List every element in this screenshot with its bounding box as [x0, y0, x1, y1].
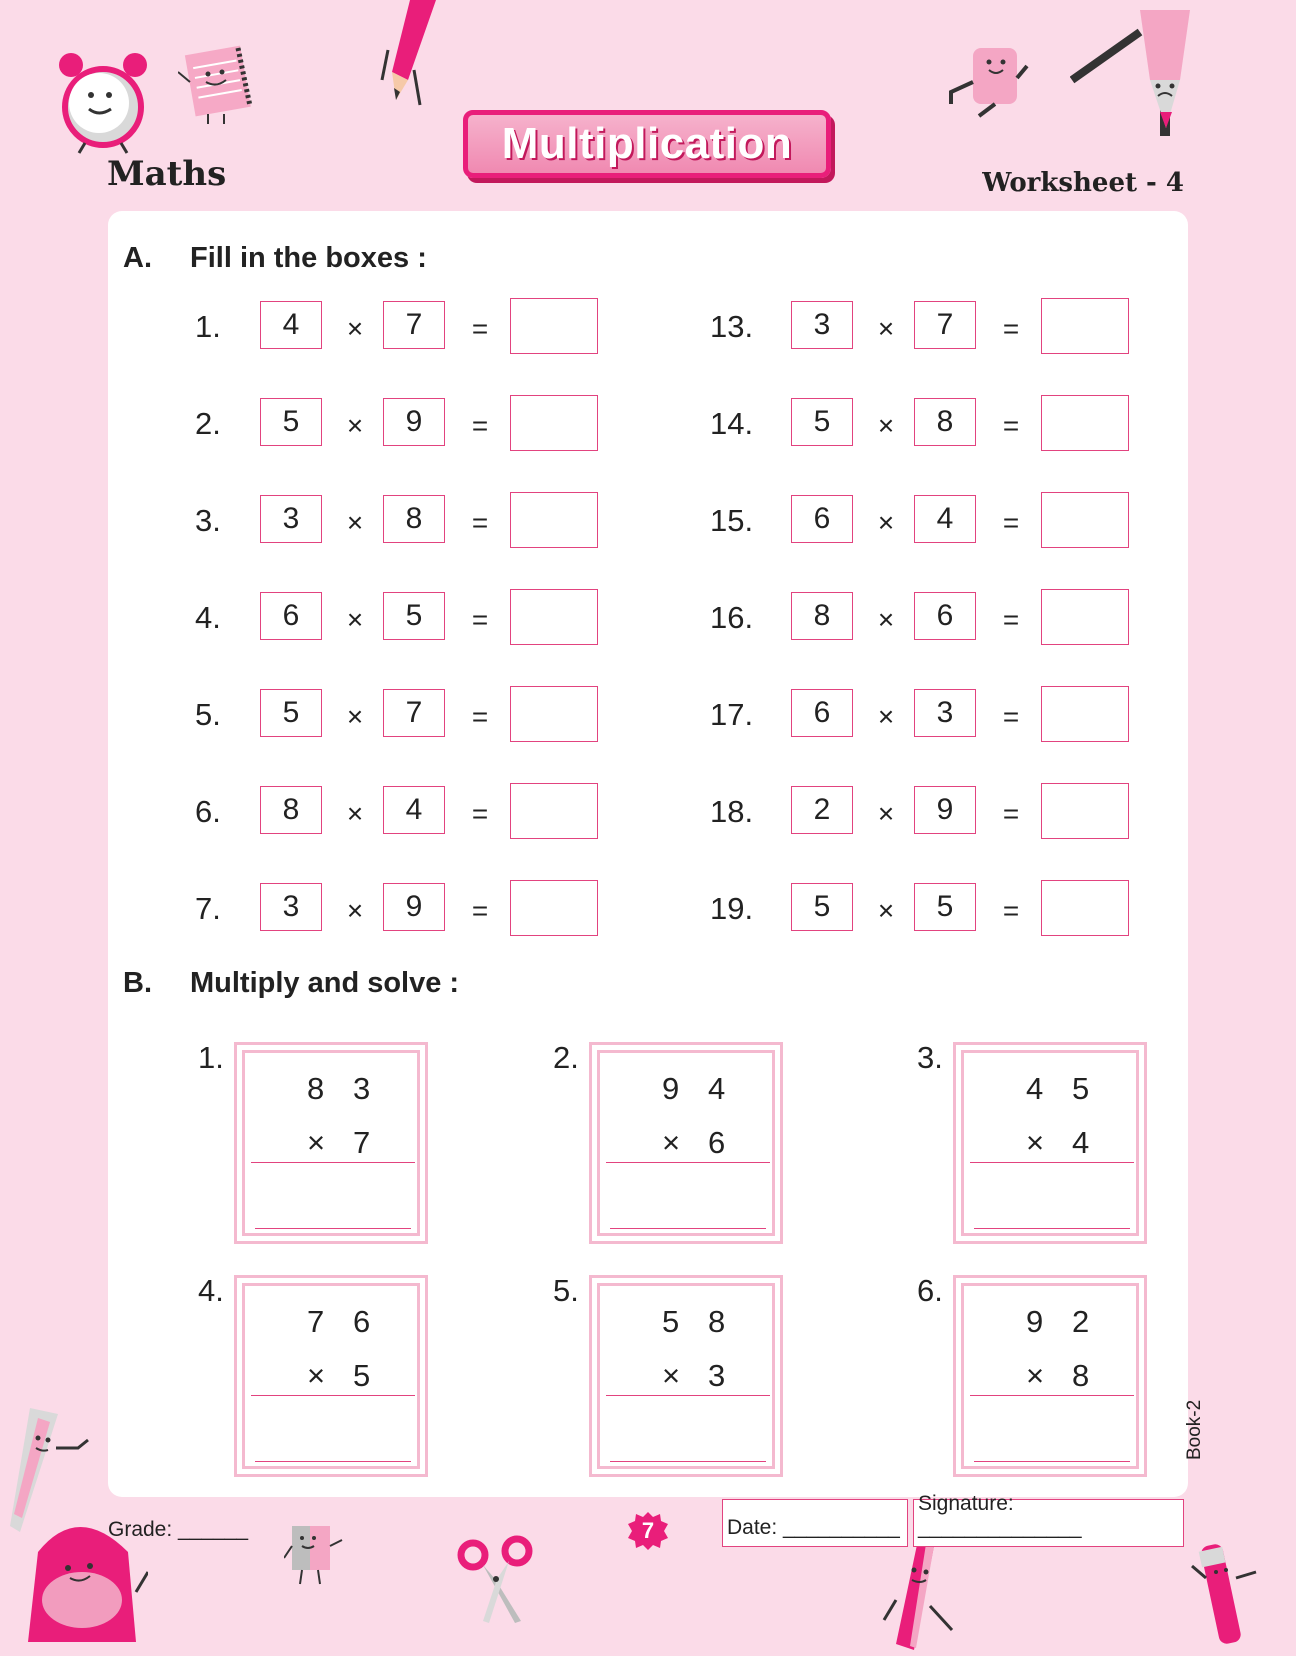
vertical-item-number: 1.	[198, 1040, 224, 1075]
pencil-icon	[378, 0, 448, 110]
fill-item-number: 5.	[195, 697, 221, 732]
ones-digit: 8	[708, 1304, 726, 1339]
multiplier-digit: 7	[353, 1125, 371, 1160]
answer-line[interactable]	[255, 1461, 411, 1462]
multiplier-digit: 8	[1072, 1358, 1090, 1393]
times-sign: ×	[307, 1125, 326, 1160]
equals-sign: =	[471, 410, 489, 441]
ones-digit: 4	[708, 1071, 726, 1106]
times-sign: ×	[877, 701, 895, 732]
vertical-item-number: 5.	[553, 1273, 579, 1308]
answer-box[interactable]	[1041, 880, 1129, 936]
vertical-item-number: 3.	[917, 1040, 943, 1075]
times-sign: ×	[877, 507, 895, 538]
equals-sign: =	[471, 604, 489, 635]
equals-sign: =	[1002, 798, 1020, 829]
multiplier-box: 6	[914, 592, 976, 640]
eraser-icon	[945, 42, 1035, 122]
multiplier-box: 4	[914, 495, 976, 543]
book-label: Book-2	[1184, 1399, 1205, 1460]
equals-sign: =	[1002, 895, 1020, 926]
section-a-letter: A.	[123, 242, 152, 274]
tens-digit: 8	[307, 1071, 325, 1106]
times-sign: ×	[346, 895, 364, 926]
vertical-problem	[234, 1275, 428, 1477]
section-b-title: Multiply and solve :	[190, 967, 460, 999]
answer-box[interactable]	[510, 395, 598, 451]
answer-line[interactable]	[974, 1228, 1130, 1229]
ones-digit: 5	[1072, 1071, 1090, 1106]
answer-box[interactable]	[1041, 589, 1129, 645]
fill-item-number: 18.	[710, 794, 754, 829]
page-number: 7	[641, 1518, 655, 1543]
multiplicand-box: 3	[791, 301, 853, 349]
multiplicand-box: 4	[260, 301, 322, 349]
tens-digit: 5	[662, 1304, 680, 1339]
answer-line[interactable]	[974, 1461, 1130, 1462]
equals-sign: =	[471, 798, 489, 829]
date-label: Date: __________	[727, 1516, 900, 1539]
equals-sign: =	[471, 701, 489, 732]
times-sign: ×	[877, 798, 895, 829]
multiplicand-box: 6	[260, 592, 322, 640]
equals-sign: =	[1002, 313, 1020, 344]
date-field[interactable]	[722, 1499, 908, 1547]
fill-item-number: 6.	[195, 794, 221, 829]
subject-label: Maths	[107, 154, 227, 194]
fill-item-number: 15.	[710, 503, 754, 538]
scissors-icon	[455, 1535, 535, 1625]
multiplicand-box: 6	[791, 689, 853, 737]
tens-digit: 7	[307, 1304, 325, 1339]
multiplier-digit: 4	[1072, 1125, 1090, 1160]
equals-sign: =	[1002, 507, 1020, 538]
multiplicand-box: 5	[791, 398, 853, 446]
vertical-item-number: 6.	[917, 1273, 943, 1308]
ones-digit: 3	[353, 1071, 371, 1106]
answer-box[interactable]	[510, 880, 598, 936]
section-a-title: Fill in the boxes :	[190, 242, 427, 274]
fill-item-number: 19.	[710, 891, 754, 926]
multiplier-box: 7	[914, 301, 976, 349]
multiplier-box: 9	[383, 398, 445, 446]
multiplicand-box: 6	[791, 495, 853, 543]
sharpener-icon	[284, 1520, 344, 1590]
multiplicand-box: 8	[260, 786, 322, 834]
equals-sign: =	[471, 895, 489, 926]
multiplier-box: 4	[383, 786, 445, 834]
multiplicand-box: 3	[260, 495, 322, 543]
times-sign: ×	[346, 604, 364, 635]
answer-box[interactable]	[510, 783, 598, 839]
multiplier-box: 8	[383, 495, 445, 543]
times-sign: ×	[1026, 1125, 1045, 1160]
multiplier-box: 3	[914, 689, 976, 737]
notepad-icon	[178, 42, 263, 127]
vertical-problem	[589, 1275, 783, 1477]
multiplier-digit: 3	[708, 1358, 726, 1393]
answer-box[interactable]	[510, 686, 598, 742]
answer-box[interactable]	[510, 589, 598, 645]
section-b-letter: B.	[123, 967, 152, 999]
fill-item-number: 4.	[195, 600, 221, 635]
ones-digit: 6	[353, 1304, 371, 1339]
equals-sign: =	[1002, 410, 1020, 441]
multiplier-box: 7	[383, 689, 445, 737]
signature-field[interactable]	[913, 1492, 1184, 1547]
worksheet-number: Worksheet - 4	[982, 168, 1184, 198]
answer-box[interactable]	[1041, 783, 1129, 839]
answer-line[interactable]	[610, 1228, 766, 1229]
equals-sign: =	[471, 507, 489, 538]
times-sign: ×	[346, 313, 364, 344]
multiplier-box: 9	[383, 883, 445, 931]
answer-line[interactable]	[610, 1461, 766, 1462]
answer-box[interactable]	[510, 492, 598, 548]
times-sign: ×	[1026, 1358, 1045, 1393]
times-sign: ×	[877, 895, 895, 926]
multiplicand-box: 8	[791, 592, 853, 640]
multiplier-box: 5	[383, 592, 445, 640]
equals-sign: =	[1002, 701, 1020, 732]
multiplier-box: 8	[914, 398, 976, 446]
times-sign: ×	[877, 410, 895, 441]
multiplier-box: 9	[914, 786, 976, 834]
times-sign: ×	[346, 410, 364, 441]
multiplier-box: 5	[914, 883, 976, 931]
times-sign: ×	[346, 798, 364, 829]
times-sign: ×	[307, 1358, 326, 1393]
fill-item-number: 14.	[710, 406, 754, 441]
crayon-icon	[882, 1540, 962, 1656]
equals-sign: =	[1002, 604, 1020, 635]
fill-item-number: 2.	[195, 406, 221, 441]
vertical-problem	[953, 1275, 1147, 1477]
vertical-problem	[589, 1042, 783, 1244]
multiplicand-box: 3	[260, 883, 322, 931]
vertical-item-number: 2.	[553, 1040, 579, 1075]
multiplicand-box: 5	[791, 883, 853, 931]
multiplicand-box: 5	[260, 398, 322, 446]
ones-digit: 2	[1072, 1304, 1090, 1339]
alarm-clock-icon	[55, 45, 150, 155]
grade-field[interactable]: Grade: ______	[108, 1518, 249, 1541]
vertical-problem	[234, 1042, 428, 1244]
fill-item-number: 13.	[710, 309, 754, 344]
multiplier-box: 7	[383, 301, 445, 349]
vertical-item-number: 4.	[198, 1273, 224, 1308]
pen-icon	[1190, 1538, 1260, 1656]
answer-box[interactable]	[1041, 298, 1129, 354]
tens-digit: 9	[662, 1071, 680, 1106]
page-title: Multiplication	[501, 119, 793, 168]
answer-box[interactable]	[1041, 686, 1129, 742]
fill-item-number: 7.	[195, 891, 221, 926]
answer-line[interactable]	[255, 1228, 411, 1229]
fill-item-number: 16.	[710, 600, 754, 635]
answer-box[interactable]	[510, 298, 598, 354]
page-number-badge	[626, 1511, 670, 1551]
vertical-problem	[953, 1042, 1147, 1244]
answer-box[interactable]	[1041, 395, 1129, 451]
times-sign: ×	[877, 604, 895, 635]
multiplicand-box: 2	[791, 786, 853, 834]
times-sign: ×	[877, 313, 895, 344]
times-sign: ×	[346, 701, 364, 732]
multiplier-digit: 6	[708, 1125, 726, 1160]
multiplier-digit: 5	[353, 1358, 371, 1393]
times-sign: ×	[346, 507, 364, 538]
answer-box[interactable]	[1041, 492, 1129, 548]
equals-sign: =	[471, 313, 489, 344]
signature-label: Signature: ______________	[918, 1492, 1082, 1539]
tens-digit: 4	[1026, 1071, 1044, 1106]
title-badge	[463, 110, 831, 178]
fill-item-number: 17.	[710, 697, 754, 732]
pencil-ruler-icon	[1070, 10, 1210, 140]
fill-item-number: 1.	[195, 309, 221, 344]
multiplicand-box: 5	[260, 689, 322, 737]
times-sign: ×	[662, 1358, 681, 1393]
fill-item-number: 3.	[195, 503, 221, 538]
times-sign: ×	[662, 1125, 681, 1160]
tens-digit: 9	[1026, 1304, 1044, 1339]
